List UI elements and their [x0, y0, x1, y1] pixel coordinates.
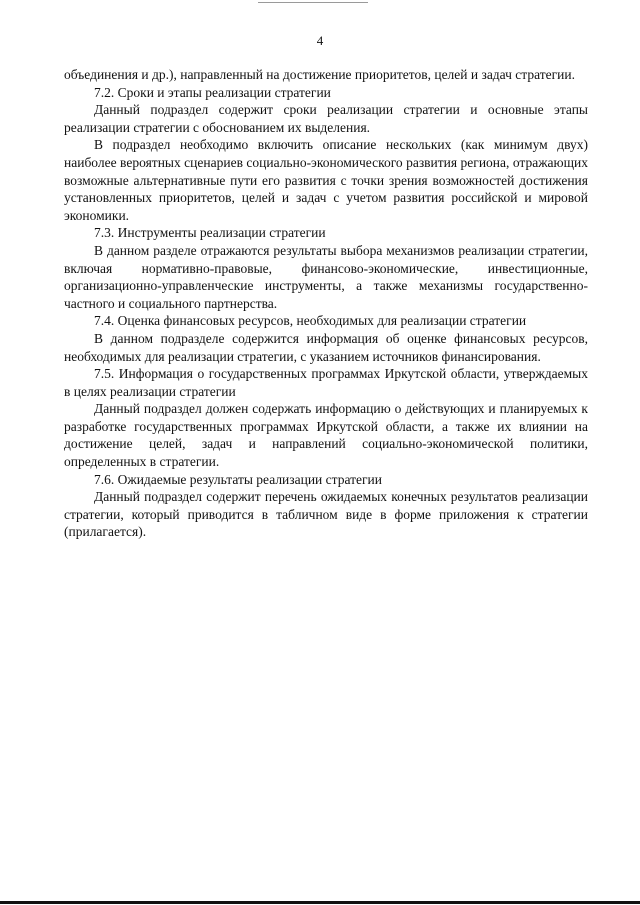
- section-heading-7-3: 7.3. Инструменты реализации стратегии: [94, 225, 326, 241]
- page-number: 4: [316, 33, 324, 48]
- paragraph: Данный подраздел должен содержать информацию о действующих и планируемых к разработке государственных программах Иркутской области, а также их влиянии на достижение целей, задач и направлений социально-экономической политики, определенных в стратегии.: [64, 401, 588, 470]
- top-scan-line: [258, 2, 368, 3]
- paragraph: Данный подраздел содержит перечень ожидаемых конечных результатов реализации стратегии, который приводится в табличном виде в форме приложения к стратегии (прилагается).: [64, 489, 588, 540]
- bottom-scan-edge: [0, 901, 640, 904]
- document-body: [64, 66, 588, 541]
- paragraph: В данном подразделе содержится информация об оценке финансовых ресурсов, необходимых для реализации стратегии, с указанием источников финансирования.: [64, 330, 588, 364]
- paragraph: Данный подраздел содержит сроки реализации стратегии и основные этапы реализации стратегии с обоснованием их выделения.: [64, 102, 588, 135]
- section-heading-7-5: 7.5. Информация о государственных программах Иркутской области, утверждаемых в целях реализации стратегии: [64, 366, 588, 399]
- paragraph: В подраздел необходимо включить описание нескольких (как минимум двух) наиболее вероятных сценариев социально-экономического развития региона, отражающих возможные альтернативные пути его развития с точки зрения возможностей достижения установленных приоритетов, целей и задач с учетом развития российской и мировой экономики.: [64, 137, 588, 223]
- section-heading-7-2: 7.2. Сроки и этапы реализации стратегии: [94, 84, 331, 100]
- section-heading-7-4: 7.4. Оценка финансовых ресурсов, необходимых для реализации стратегии: [94, 313, 527, 329]
- paragraph: В данном разделе отражаются результаты выбора механизмов реализации стратегии, включая нормативно-правовые, финансово-экономические, инвестиционные, организационно-управленческие инструменты, а также механизмы государственно-частного и социального партнерства.: [64, 242, 588, 311]
- paragraph-continuation: объединения и др.), направленный на достижение приоритетов, целей и задач стратегии.: [64, 67, 575, 82]
- section-heading-7-6: 7.6. Ожидаемые результаты реализации стратегии: [94, 471, 382, 487]
